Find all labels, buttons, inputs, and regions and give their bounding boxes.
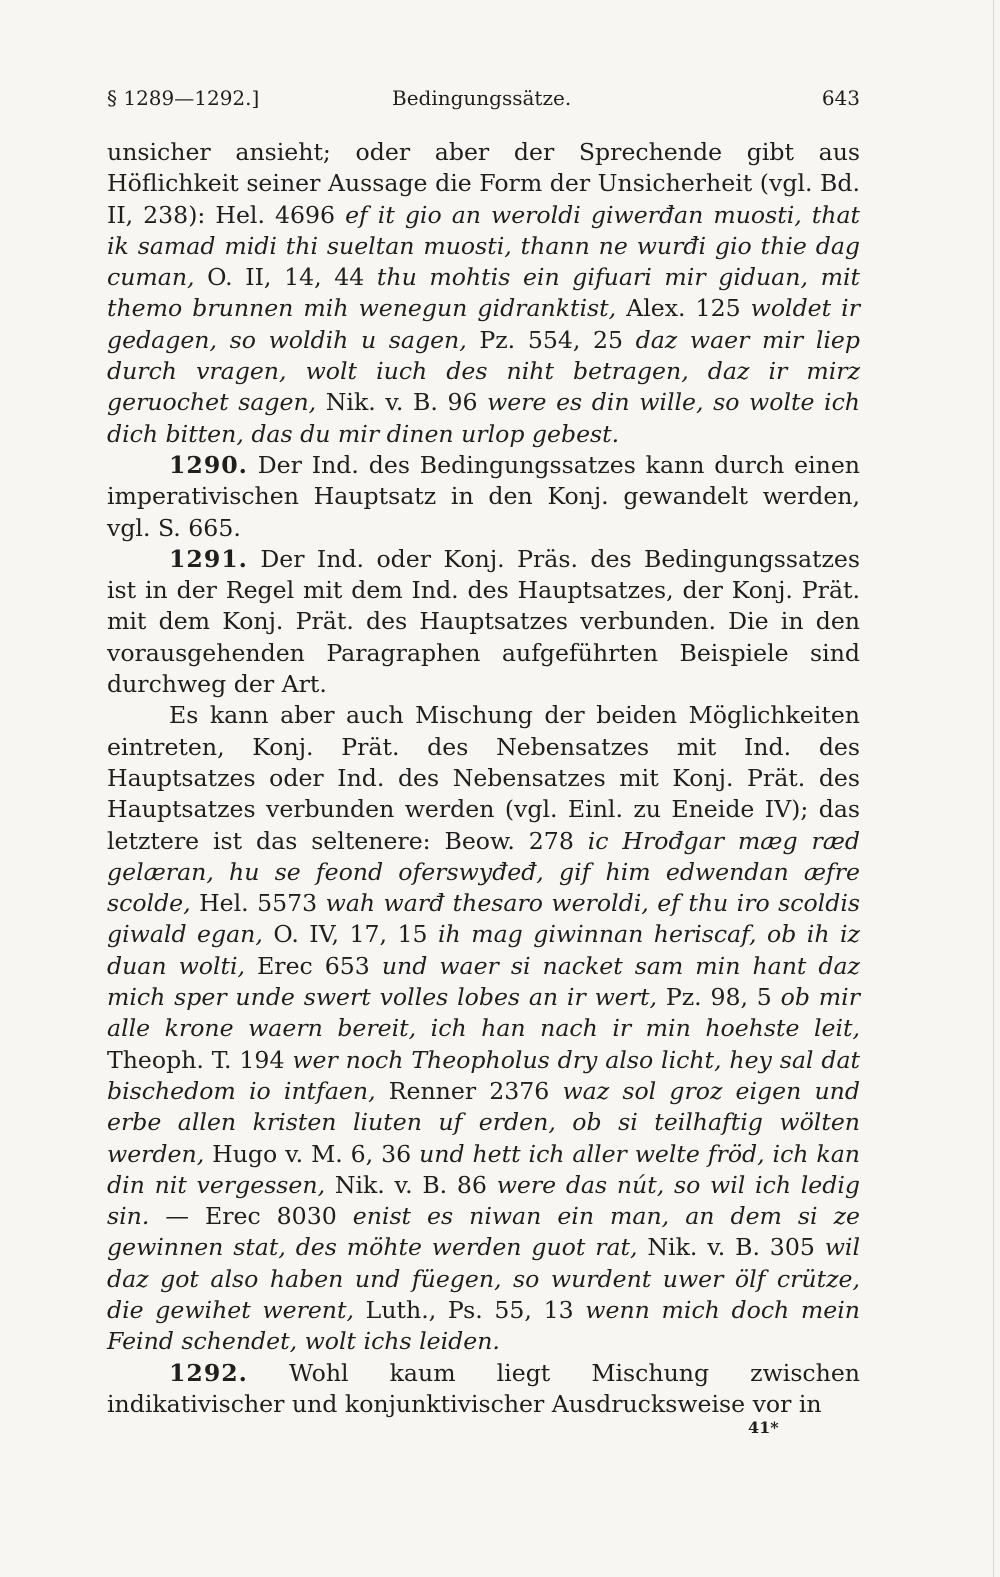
citation-quote: thu mohtis ein gifuari mir giduan, mit themo brunnen mih wenegun gidranktist,: [107, 263, 860, 323]
citation-quote: wah warđ thesaro weroldi, ef thu iro scoldis giwald egan,: [107, 889, 860, 949]
citation-quote: wer noch Theopholus dry also licht, hey sal dat bischedom io intfaen,: [107, 1045, 860, 1105]
running-header: [107, 86, 860, 116]
citation-quote: ob mir alle krone waern bereit, ich han nach ir min hoehste leit,: [107, 983, 860, 1043]
text-run: Der Ind. des Bedingungssatzes kann durch einen imperativischen Hauptsatz in den Konj. gewandelt werden, vgl. S. 665.: [107, 450, 860, 542]
text-run: Es kann aber auch Mischung der beiden Möglichkeiten eintreten, Konj. Prät. des Nebensatzes mit Ind. des Hauptsatzes oder Ind. des Nebensatzes mit Konj. Prät. des Hauptsatzes verbunden werden (vgl. Einl. zu Eneide IV); das letztere ist das seltenere: Beow. 278: [107, 701, 860, 855]
text-run: Nik. v. B. 305: [637, 1233, 825, 1262]
signature-mark: 41*: [748, 1418, 779, 1437]
text-run: unsicher ansieht; oder aber der Sprechende gibt aus Höflichkeit seiner Aussage die Form der Unsicherheit (vgl. Bd. II, 238): Hel. 4696: [107, 138, 860, 229]
text-run: Erec 653: [245, 951, 382, 980]
paragraph: [107, 137, 860, 450]
citation-quote: wenn mich doch mein Feind schendet, wolt ichs leiden.: [107, 1295, 860, 1356]
citation-quote: woldet ir gedagen, so woldih u sagen,: [107, 294, 860, 354]
text-run: Renner 2376: [375, 1076, 563, 1105]
citation-quote: ic Hrođgar mæg ræd gelæran, hu se feond oferswyđeđ, gif him edwendan æfre scolde,: [107, 826, 860, 918]
text-run: Wohl kaum liegt Mischung zwischen indikativischer und konjunktivischer Ausdrucksweise vor in: [107, 1358, 860, 1418]
body-text: [107, 137, 860, 1420]
text-run: Luth., Ps. 55, 13: [353, 1295, 586, 1324]
citation-quote: enist es niwan ein man, an dem si ze gewinnen stat, des möhte werden guot rat,: [107, 1202, 860, 1262]
header-page-number: 643: [821, 86, 860, 110]
citation-quote: were es din wille, so wolte ich dich bitten, das du mir dinen urlop gebest.: [107, 388, 860, 448]
citation-quote: ih mag giwinnan heriscaf, ob ih iz duan wolti,: [107, 920, 860, 980]
text-run: Hugo v. M. 6, 36: [204, 1139, 420, 1168]
citation-quote: were das nút, so wil ich ledig sin.: [107, 1170, 861, 1231]
paragraph-number: 1291.: [169, 544, 248, 573]
paragraph: [107, 450, 860, 544]
paragraph: [107, 700, 860, 1357]
text-run: Alex. 125: [616, 294, 751, 323]
paragraph-number: 1292.: [169, 1358, 248, 1387]
text-run: Hel. 5573: [190, 889, 326, 918]
text-run: O. IV, 17, 15: [262, 920, 438, 949]
citation-quote: und waer si nacket sam min hant daz mich sper unde swert volles lobes an ir wert,: [107, 951, 860, 1012]
text-run: Theoph. T. 194: [107, 1045, 293, 1074]
text-run: O. II, 14, 44: [194, 263, 377, 292]
header-section: § 1289—1292.]: [107, 86, 260, 110]
text-run: Nik. v. B. 86: [325, 1170, 497, 1199]
citation-quote: ef it gio an weroldi giwerđan muosti, that ik samad midi thi sueltan muosti, thann ne wurđi gio thie dag cuman,: [107, 200, 860, 292]
text-run: — Erec 8030: [149, 1202, 353, 1231]
text-run: Pz. 98, 5: [657, 983, 781, 1012]
text-run: Der Ind. oder Konj. Präs. des Bedingungssatzes ist in der Regel mit dem Ind. des Hauptsatzes, der Konj. Prät. mit dem Konj. Prät. des Hauptsatzes verbunden. Die in den vorausgehenden Paragraphen aufgeführten Beispiele sind durchweg der Art.: [107, 544, 860, 699]
paragraph: [107, 1358, 860, 1421]
paragraph-number: 1290.: [169, 450, 248, 479]
citation-quote: wil daz got also haben und füegen, so wurdent uwer ölf crütze, die gewihet werent,: [107, 1233, 860, 1324]
paragraph: [107, 544, 860, 700]
citation-quote: und hett ich aller welte fröd, ich kan din nit vergessen,: [107, 1139, 860, 1199]
citation-quote: waz sol groz eigen und erbe allen kristen liuten uf erden, ob si teilhaftig wölten werden,: [107, 1076, 860, 1168]
citation-quote: daz waer mir liep durch vragen, wolt iuch des niht betragen, daz ir mirz geruochet sagen,: [107, 325, 860, 417]
page-edge: [993, 0, 994, 1577]
header-title: Bedingungssätze.: [392, 86, 572, 110]
text-run: Nik. v. B. 96: [316, 388, 488, 417]
text-run: Pz. 554, 25: [466, 325, 636, 354]
